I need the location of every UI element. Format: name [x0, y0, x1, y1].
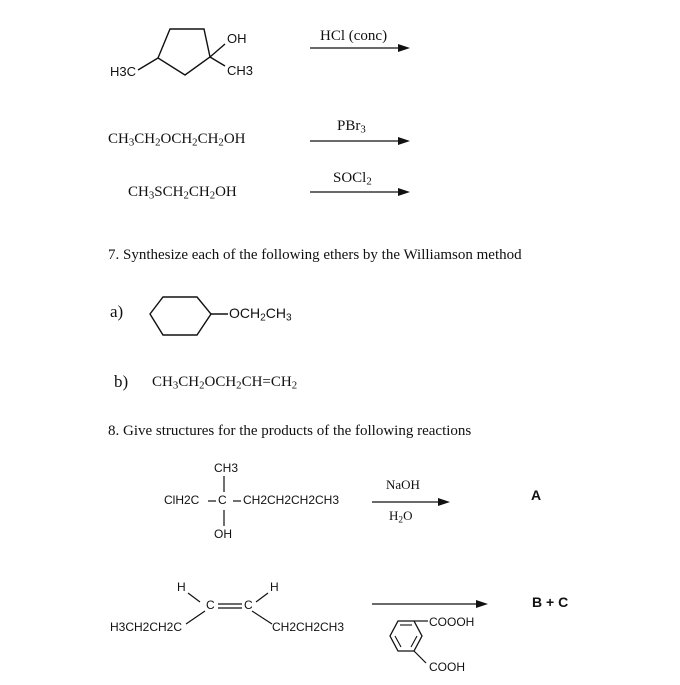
- benzene-ring: [390, 621, 422, 651]
- reaction-arrow: [310, 44, 410, 52]
- bond-left-chain: [186, 611, 205, 624]
- question-8-title: 8. Give structures for the products of the following reactions: [108, 423, 472, 439]
- bond-methyl: [138, 58, 158, 70]
- hydrogen-right: H: [270, 580, 279, 594]
- bond-right-chain: [252, 611, 272, 624]
- bond-h-right: [256, 593, 268, 602]
- carboxylic-acid-group: COOH: [429, 660, 465, 674]
- peroxyacid-group: COOOH: [429, 615, 475, 629]
- alkene-carbon-left: C: [206, 598, 215, 612]
- reagent-pbr3: PBr$_3$: [337, 118, 366, 136]
- reagent-naoh: NaOH: [386, 477, 420, 492]
- allyl-ether-formula: $CH_3CH_2OCH_2CH=CH_2$: [152, 374, 298, 392]
- ch3-label: CH3: [227, 63, 254, 78]
- reaction-arrow: [372, 498, 450, 506]
- product-a: A: [531, 487, 542, 503]
- hydroxyl-label: OH: [227, 31, 247, 46]
- ether-substituent: $OCH_2CH_3$: [229, 305, 292, 324]
- products-b-c: B + C: [532, 594, 569, 610]
- bond-h-left: [188, 593, 200, 602]
- bond-oh: [210, 44, 225, 57]
- part-a-label: a): [110, 302, 124, 321]
- cyclopentane-ring: [158, 29, 210, 75]
- butyl-chain: CH2CH2CH2CH3: [243, 493, 340, 507]
- chloromethyl-group: ClH2C: [164, 493, 200, 507]
- reaction-arrow: [310, 137, 410, 145]
- reaction-arrow: [372, 600, 488, 608]
- bond-ch3: [210, 57, 225, 66]
- substrate-thioether-alcohol: $CH_3SCH_2CH_2OH$: [128, 184, 237, 202]
- reagent-water: $H_2O$: [389, 508, 413, 526]
- alkene-carbon-right: C: [244, 598, 253, 612]
- cyclohexane-ring: [150, 297, 211, 335]
- top-ch3-group: CH3: [214, 461, 239, 475]
- propyl-right: CH2CH2CH3: [272, 620, 345, 634]
- question-7-title: 7. Synthesize each of the following ethers by the Williamson method: [108, 247, 522, 263]
- hydrogen-left: H: [177, 580, 186, 594]
- propyl-left: H3CH2CH2C: [110, 620, 183, 634]
- central-carbon: C: [218, 493, 227, 507]
- reagent-hcl: HCl (conc): [320, 28, 388, 44]
- bottom-oh-group: OH: [214, 527, 232, 541]
- methyl-label: H3C: [110, 64, 137, 79]
- reagent-socl2: SOCl$_2$: [333, 170, 372, 188]
- part-b-label: b): [114, 372, 129, 391]
- bond-cooh: [414, 651, 426, 663]
- substrate-ether-alcohol: $CH_3CH_2OCH_2CH_2OH$: [108, 131, 246, 149]
- reaction-arrow: [310, 188, 410, 196]
